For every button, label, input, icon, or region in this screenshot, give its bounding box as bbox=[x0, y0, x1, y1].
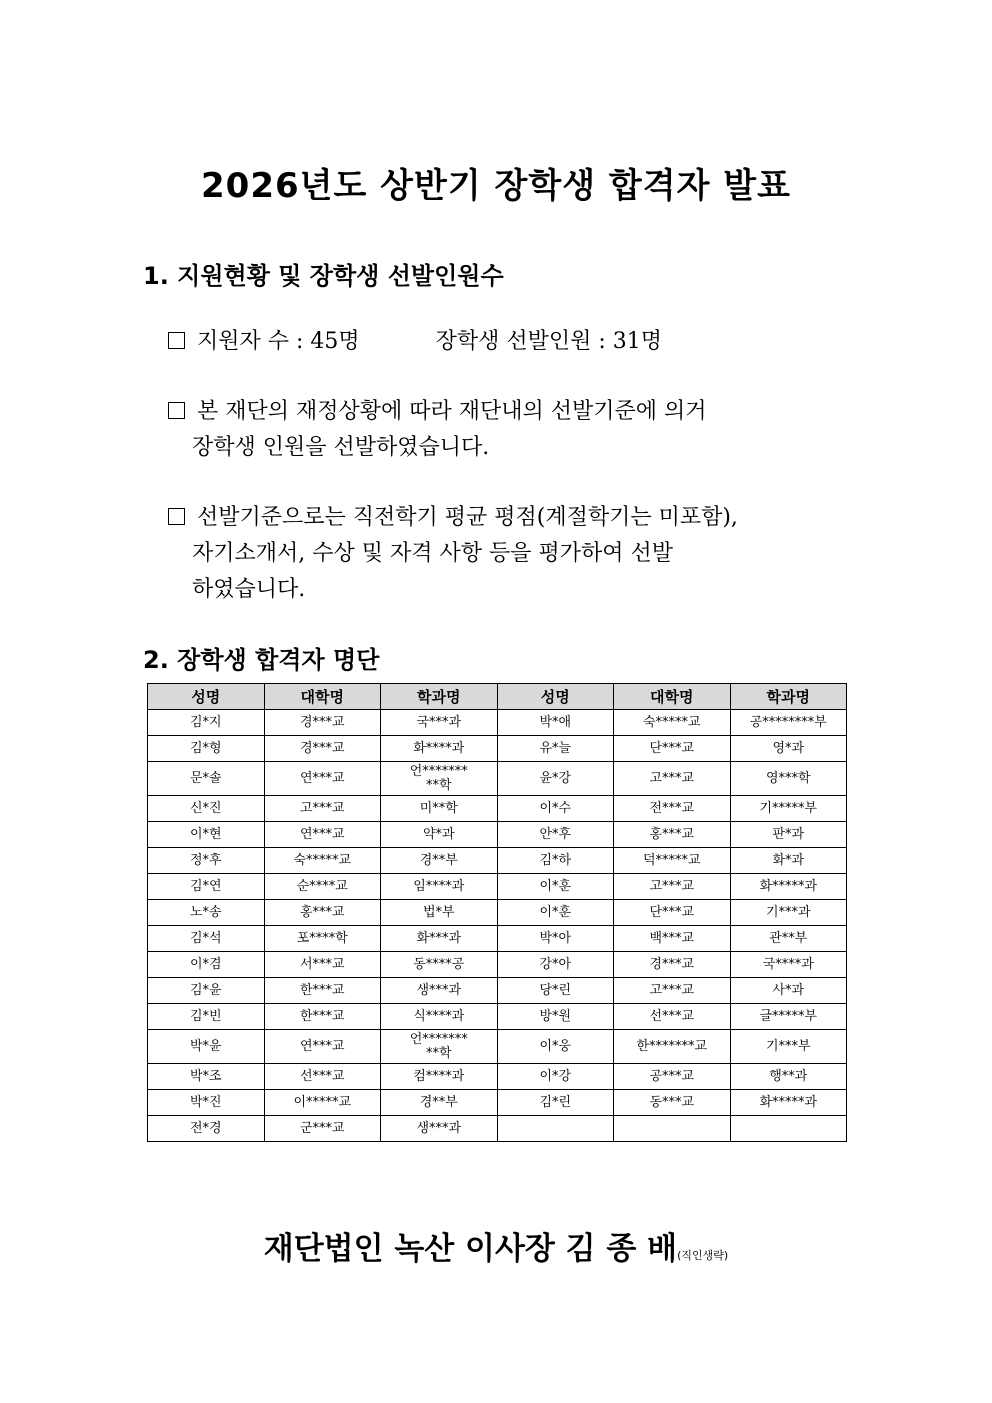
header-name-1: 성명 bbox=[148, 684, 265, 710]
university-cell: 고***교 bbox=[614, 762, 731, 796]
table-row bbox=[148, 1116, 847, 1142]
department-cell: 화*과 bbox=[730, 848, 847, 874]
department-cell: 기***과 bbox=[730, 900, 847, 926]
department-cell: 관**부 bbox=[730, 926, 847, 952]
selection-basis-paragraph bbox=[168, 394, 707, 466]
university-cell: 한***교 bbox=[264, 978, 381, 1004]
department-cell: 생***과 bbox=[381, 1116, 498, 1142]
name-cell: 이*현 bbox=[148, 822, 265, 848]
department-cell: 기*****부 bbox=[730, 796, 847, 822]
department-cell: 언******* **학 bbox=[381, 762, 498, 796]
university-cell: 선***교 bbox=[264, 1064, 381, 1090]
table-row bbox=[148, 900, 847, 926]
applicant-summary bbox=[168, 324, 662, 360]
name-cell: 김*윤 bbox=[148, 978, 265, 1004]
table-row bbox=[148, 1090, 847, 1116]
department-cell bbox=[730, 1116, 847, 1142]
university-cell: 홍***교 bbox=[264, 900, 381, 926]
university-cell: 순****교 bbox=[264, 874, 381, 900]
department-cell: 글*****부 bbox=[730, 1004, 847, 1030]
table-row bbox=[148, 1030, 847, 1064]
table-row bbox=[148, 1064, 847, 1090]
name-cell: 박*진 bbox=[148, 1090, 265, 1116]
name-cell: 이*수 bbox=[497, 796, 614, 822]
applicant-count: 지원자 수 : 45명 bbox=[197, 329, 360, 354]
section1-heading: 1. 지원현황 및 장학생 선발인원수 bbox=[143, 262, 504, 290]
university-cell: 이*****교 bbox=[264, 1090, 381, 1116]
name-cell: 안*후 bbox=[497, 822, 614, 848]
table-row bbox=[148, 978, 847, 1004]
name-cell: 김*연 bbox=[148, 874, 265, 900]
university-cell: 경***교 bbox=[264, 736, 381, 762]
table-row bbox=[148, 952, 847, 978]
department-cell: 법*부 bbox=[381, 900, 498, 926]
para2-line1: 본 재단의 재정상황에 따라 재단내의 선발기준에 의거 bbox=[197, 399, 707, 424]
department-cell: 행**과 bbox=[730, 1064, 847, 1090]
para2-line2: 장학생 인원을 선발하였습니다. bbox=[192, 435, 490, 460]
name-cell: 정*후 bbox=[148, 848, 265, 874]
scholarship-roster-table bbox=[147, 683, 847, 1142]
section2-heading: 2. 장학생 합격자 명단 bbox=[143, 646, 380, 674]
name-cell: 전*경 bbox=[148, 1116, 265, 1142]
university-cell: 단***교 bbox=[614, 900, 731, 926]
header-university-1: 대학명 bbox=[264, 684, 381, 710]
university-cell: 연***교 bbox=[264, 762, 381, 796]
para3-line1: 선발기준으로는 직전학기 평균 평점(계절학기는 미포함), bbox=[197, 505, 738, 530]
table-row bbox=[148, 796, 847, 822]
name-cell: 김*석 bbox=[148, 926, 265, 952]
header-department-2: 학과명 bbox=[730, 684, 847, 710]
para3-line2: 자기소개서, 수상 및 자격 사항 등을 평가하여 선발 bbox=[192, 541, 673, 566]
header-university-2: 대학명 bbox=[614, 684, 731, 710]
department-cell: 국****과 bbox=[730, 952, 847, 978]
university-cell: 숙*****교 bbox=[264, 848, 381, 874]
university-cell: 전***교 bbox=[614, 796, 731, 822]
department-cell: 사*과 bbox=[730, 978, 847, 1004]
department-cell: 기***부 bbox=[730, 1030, 847, 1064]
name-cell: 이*겸 bbox=[148, 952, 265, 978]
checkbox-bullet-icon bbox=[168, 332, 185, 349]
name-cell: 김*하 bbox=[497, 848, 614, 874]
university-cell: 고***교 bbox=[264, 796, 381, 822]
university-cell: 경***교 bbox=[264, 710, 381, 736]
university-cell: 동***교 bbox=[614, 1090, 731, 1116]
name-cell: 박*아 bbox=[497, 926, 614, 952]
department-cell: 영***학 bbox=[730, 762, 847, 796]
university-cell: 고***교 bbox=[614, 874, 731, 900]
university-cell: 군***교 bbox=[264, 1116, 381, 1142]
department-cell: 화*****과 bbox=[730, 874, 847, 900]
seal-omitted-note: (직인생략) bbox=[677, 1249, 729, 1262]
name-cell: 김*형 bbox=[148, 736, 265, 762]
page-title: 2026년도 상반기 장학생 합격자 발표 bbox=[201, 166, 791, 206]
table-row bbox=[148, 1004, 847, 1030]
name-cell: 신*진 bbox=[148, 796, 265, 822]
name-cell: 박*윤 bbox=[148, 1030, 265, 1064]
university-cell bbox=[614, 1116, 731, 1142]
department-cell: 판*과 bbox=[730, 822, 847, 848]
university-cell: 홍***교 bbox=[614, 822, 731, 848]
university-cell: 선***교 bbox=[614, 1004, 731, 1030]
university-cell: 경***교 bbox=[614, 952, 731, 978]
department-cell: 미**학 bbox=[381, 796, 498, 822]
table-row bbox=[148, 762, 847, 796]
table-row bbox=[148, 710, 847, 736]
university-cell: 덕*****교 bbox=[614, 848, 731, 874]
university-cell: 한*******교 bbox=[614, 1030, 731, 1064]
university-cell: 포****학 bbox=[264, 926, 381, 952]
name-cell: 박*조 bbox=[148, 1064, 265, 1090]
name-cell: 노*송 bbox=[148, 900, 265, 926]
department-cell: 언******* **학 bbox=[381, 1030, 498, 1064]
name-cell: 당*린 bbox=[497, 978, 614, 1004]
department-cell: 약*과 bbox=[381, 822, 498, 848]
name-cell bbox=[497, 1116, 614, 1142]
university-cell: 숙*****교 bbox=[614, 710, 731, 736]
name-cell: 김*린 bbox=[497, 1090, 614, 1116]
university-cell: 서***교 bbox=[264, 952, 381, 978]
department-cell: 임****과 bbox=[381, 874, 498, 900]
department-cell: 국***과 bbox=[381, 710, 498, 736]
name-cell: 방*원 bbox=[497, 1004, 614, 1030]
name-cell: 강*아 bbox=[497, 952, 614, 978]
name-cell: 이*강 bbox=[497, 1064, 614, 1090]
name-cell: 김*지 bbox=[148, 710, 265, 736]
table-row bbox=[148, 736, 847, 762]
department-cell: 컴****과 bbox=[381, 1064, 498, 1090]
department-cell: 경**부 bbox=[381, 1090, 498, 1116]
department-cell: 공********부 bbox=[730, 710, 847, 736]
university-cell: 연***교 bbox=[264, 1030, 381, 1064]
name-cell: 유*늘 bbox=[497, 736, 614, 762]
department-cell: 영*과 bbox=[730, 736, 847, 762]
name-cell: 이*웅 bbox=[497, 1030, 614, 1064]
header-name-2: 성명 bbox=[497, 684, 614, 710]
name-cell: 이*훈 bbox=[497, 874, 614, 900]
department-cell: 식****과 bbox=[381, 1004, 498, 1030]
table-header-row bbox=[148, 684, 847, 710]
university-cell: 연***교 bbox=[264, 822, 381, 848]
signature-block bbox=[0, 1223, 992, 1268]
university-cell: 공***교 bbox=[614, 1064, 731, 1090]
table-row bbox=[148, 874, 847, 900]
name-cell: 문*솔 bbox=[148, 762, 265, 796]
name-cell: 박*애 bbox=[497, 710, 614, 736]
table-row bbox=[148, 926, 847, 952]
table-row bbox=[148, 848, 847, 874]
checkbox-bullet-icon bbox=[168, 402, 185, 419]
header-department-1: 학과명 bbox=[381, 684, 498, 710]
checkbox-bullet-icon bbox=[168, 508, 185, 525]
name-cell: 김*빈 bbox=[148, 1004, 265, 1030]
name-cell: 이*훈 bbox=[497, 900, 614, 926]
para3-line3: 하였습니다. bbox=[192, 577, 306, 602]
signature-text: 재단법인 녹산 이사장 김 종 배 bbox=[263, 1231, 678, 1267]
university-cell: 고***교 bbox=[614, 978, 731, 1004]
university-cell: 백***교 bbox=[614, 926, 731, 952]
selection-criteria-paragraph bbox=[168, 500, 738, 608]
department-cell: 동****공 bbox=[381, 952, 498, 978]
name-cell: 윤*강 bbox=[497, 762, 614, 796]
department-cell: 화*****과 bbox=[730, 1090, 847, 1116]
department-cell: 화***과 bbox=[381, 926, 498, 952]
university-cell: 한***교 bbox=[264, 1004, 381, 1030]
university-cell: 단***교 bbox=[614, 736, 731, 762]
selected-count: 장학생 선발인원 : 31명 bbox=[435, 329, 663, 354]
table-body bbox=[148, 710, 847, 1142]
department-cell: 화****과 bbox=[381, 736, 498, 762]
table-row bbox=[148, 822, 847, 848]
department-cell: 생***과 bbox=[381, 978, 498, 1004]
department-cell: 경**부 bbox=[381, 848, 498, 874]
